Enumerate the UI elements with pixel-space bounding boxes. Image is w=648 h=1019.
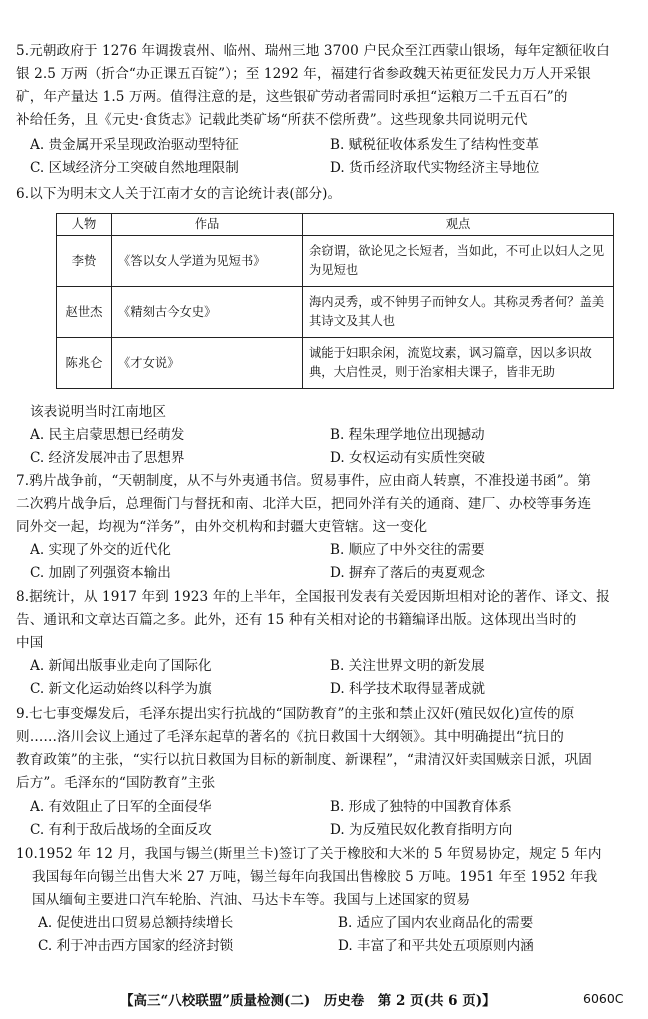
table-row [57,236,614,287]
option-a[interactable]: A. 贵金属开采呈现政治驱动型特征 [30,137,239,153]
table-row [57,338,614,389]
question-8-stem [16,586,638,655]
question-7-line: 同外交一起，均视为“洋务”，由外交机构和封疆大吏管辖。这一变化 [16,519,428,535]
question-5-line: 银 2.5 万两（折合“办正课五百锭”）；至 1292 年，福建行省参政魏天祐更征发民力万人开采银 [16,66,591,82]
table-cell-view: 余窃谓，欲论见之长短者，当如此，不可止以妇人之见为见短也 [303,236,614,287]
question-6-table [56,213,614,389]
table-header-view: 观点 [303,214,614,236]
option-b[interactable]: B. 关注世界文明的新发展 [330,658,485,674]
question-10-line: 我国每年向锡兰出售大米 27 万吨，锡兰每年向我国出售橡胶 5 万吨。1951 年至 1952 年我 [32,869,598,885]
option-c[interactable]: C. 利于冲击西方国家的经济封锁 [38,938,234,954]
option-b[interactable]: B. 赋税征收体系发生了结构性变革 [330,137,539,153]
table-header-person: 人物 [57,214,112,236]
question-8-line: 8.据统计，从 1917 年到 1923 年的上半年，全国报刊发表有关爱因斯坦相对论的著作、译文、报 [16,589,610,605]
question-8-line: 告、通讯和文章达百篇之多。此外，还有 15 种有关相对论的书籍编译出版。这体现出当时的 [16,612,577,628]
table-cell-work: 《精刻古今女史》 [112,287,303,338]
paper-code: 6060C [583,991,624,1006]
question-9-line: 教育政策”的主张，“实行以抗日救国为目标的新制度、新课程”，“肃清汉奸卖国贼亲日派，巩固 [16,752,592,768]
table-cell-person: 陈兆仑 [57,338,112,389]
question-5-line: 补给任务，且《元史·食货志》记载此类矿场“所获不偿所费”。这些现象共同说明元代 [16,112,528,128]
option-b[interactable]: B. 形成了独特的中国教育体系 [330,799,512,815]
question-6-prompt: 该表说明当时江南地区 [30,404,166,420]
question-8-options [30,655,630,701]
question-5-line: 矿，年产量达 1.5 万两。值得注意的是，这些银矿劳动者需同时承担“运粮万二千五百石”的 [16,89,568,105]
option-c[interactable]: C. 新文化运动始终以科学为旗 [30,681,212,697]
option-b[interactable]: B. 顺应了中外交往的需要 [330,542,485,558]
table-cell-work: 《才女说》 [112,338,303,389]
question-5-options [30,134,630,180]
option-d[interactable]: D. 科学技术取得显著成就 [330,681,485,697]
table-cell-person: 赵世杰 [57,287,112,338]
option-a[interactable]: A. 有效阻止了日军的全面侵华 [30,799,212,815]
table-row [57,287,614,338]
option-c[interactable]: C. 区域经济分工突破自然地理限制 [30,160,239,176]
table-cell-person: 李贽 [57,236,112,287]
option-d[interactable]: D. 货币经济取代实物经济主导地位 [330,160,540,176]
question-7-options [30,539,630,585]
table-cell-work: 《答以女人学道为见短书》 [112,236,303,287]
option-b[interactable]: B. 适应了国内农业商品化的需要 [338,915,534,931]
option-c[interactable]: C. 经济发展冲击了思想界 [30,450,185,466]
question-10-options [38,912,638,958]
option-a[interactable]: A. 实现了外交的近代化 [30,542,171,558]
question-6-stem: 6.以下为明末文人关于江南才女的言论统计表(部分)。 [16,186,342,202]
question-9-line: 9.七七事变爆发后，毛泽东提出实行抗战的“国防教育”的主张和禁止汉奸(殖民奴化)宣传的原 [16,706,575,722]
question-9-line: 则……洛川会议上通过了毛泽东起草的著名的《抗日救国十大纲领》。其中明确提出“抗日的 [16,729,564,745]
question-10-line: 国从缅甸主要进口汽车轮胎、汽油、马达卡车等。我国与上述国家的贸易 [32,892,471,908]
option-d[interactable]: D. 丰富了和平共处五项原则内涵 [338,938,534,954]
question-5-line: 5.元朝政府于 1276 年调拨袁州、临州、瑞州三地 3700 户民众至江西蒙山银场，每年定额征收白 [16,43,610,59]
question-9-options [30,796,630,842]
option-d[interactable]: D. 摒弃了落后的夷夏观念 [330,565,485,581]
question-7-line: 7.鸦片战争前，“天朝制度，从不与外夷通书信。贸易事件，应由商人转禀，不准投递书函”。第 [16,473,592,489]
question-9-line: 后方”。毛泽东的“国防教育”主张 [16,775,216,791]
table-cell-view: 诚能于妇职余闲，流览坟素，讽习篇章，因以多识故典，大启性灵，则于治家相夫课子，皆非无助 [303,338,614,389]
question-7-stem [16,470,638,539]
table-cell-view: 海内灵秀，或不钟男子而钟女人。其称灵秀者何？盖美其诗文及其人也 [303,287,614,338]
question-10-stem [16,843,638,912]
table-header-work: 作品 [112,214,303,236]
option-a[interactable]: A. 民主启蒙思想已经萌发 [30,427,185,443]
option-c[interactable]: C. 有利于敌后战场的全面反攻 [30,822,212,838]
option-d[interactable]: D. 女权运动有实质性突破 [330,450,485,466]
question-7-line: 二次鸦片战争后，总理衙门与督抚和南、北洋大臣，把同外洋有关的通商、建厂、办校等事务连 [16,496,592,512]
question-5-stem [16,40,638,132]
option-d[interactable]: D. 为反殖民奴化教育指明方向 [330,822,513,838]
option-a[interactable]: A. 促使进出口贸易总额持续增长 [38,915,234,931]
question-10-line: 10.1952 年 12 月，我国与锡兰(斯里兰卡)签订了关于橡胶和大米的 5 年贸易协定，规定 5 年内 [16,846,602,862]
page-footer: 【高三“八校联盟”质量检测(二) 历史卷 第 2 页(共 6 页)】 [120,993,496,1009]
question-6-options [30,424,630,470]
question-9-stem [16,703,638,795]
option-b[interactable]: B. 程朱理学地位出现撼动 [330,427,485,443]
option-a[interactable]: A. 新闻出版事业走向了国际化 [30,658,212,674]
question-8-line: 中国 [16,635,44,651]
option-c[interactable]: C. 加剧了列强资本输出 [30,565,171,581]
